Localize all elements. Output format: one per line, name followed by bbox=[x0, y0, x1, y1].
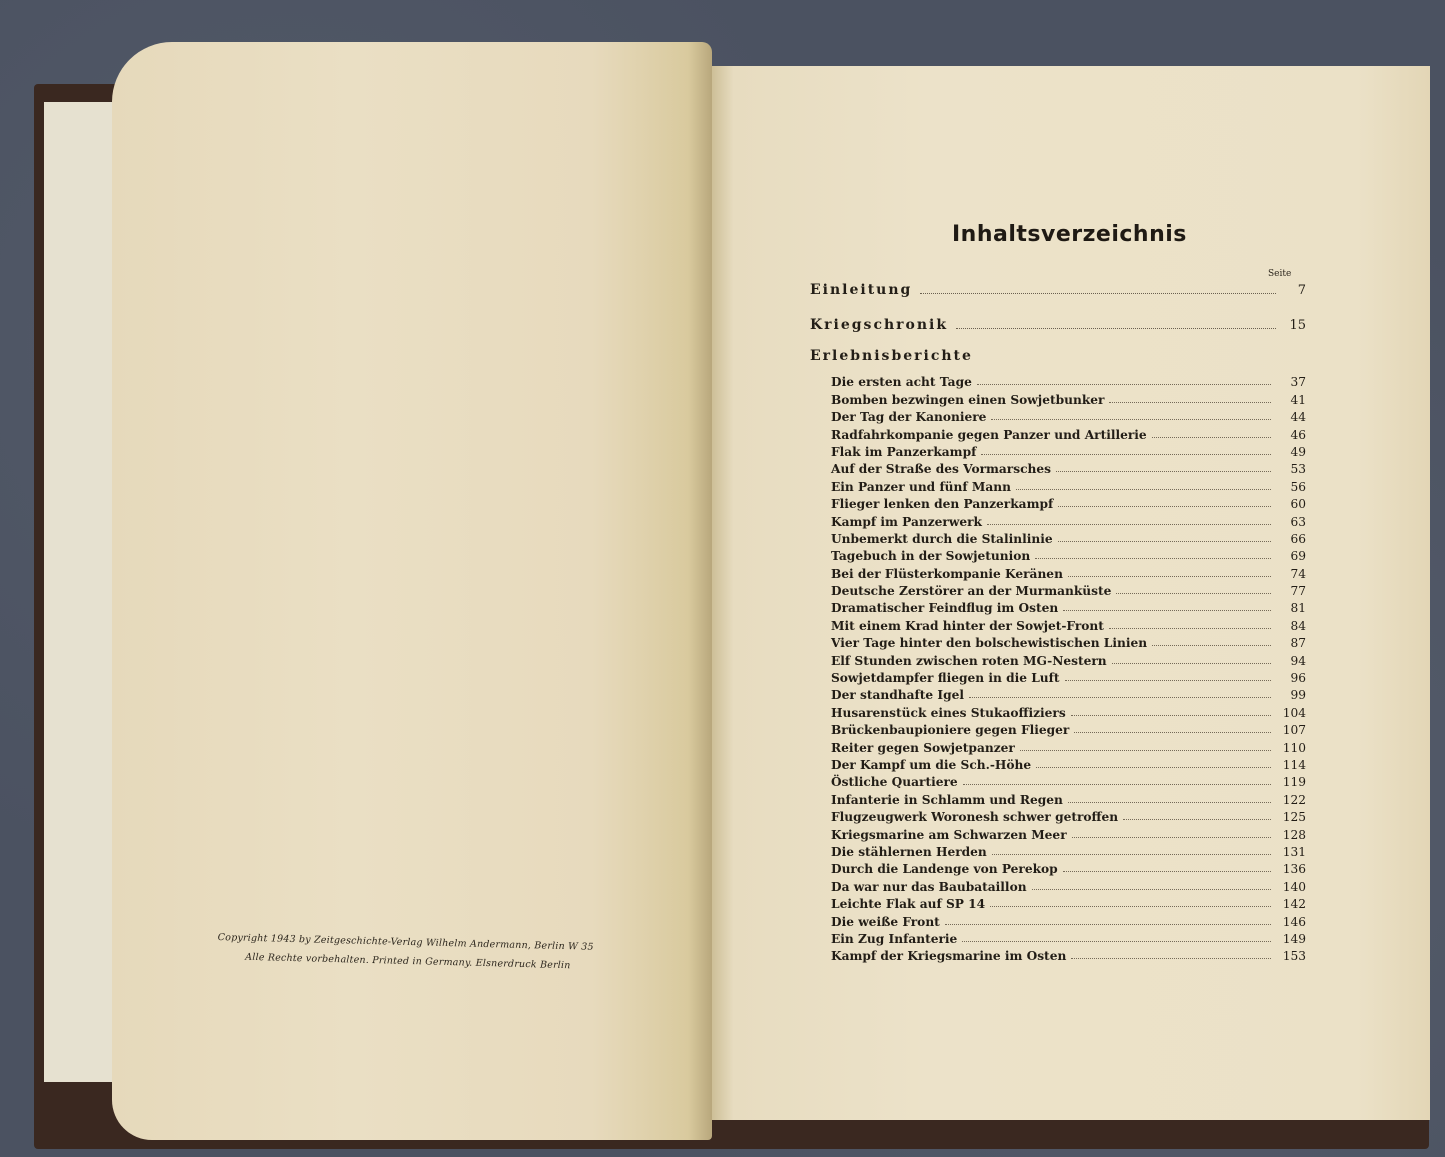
dot-leader bbox=[990, 905, 1271, 907]
dot-leader bbox=[1063, 609, 1271, 611]
dot-leader bbox=[1071, 714, 1271, 716]
toc-entry-title: Die ersten acht Tage bbox=[831, 375, 972, 390]
toc-entry-page: 77 bbox=[1290, 584, 1306, 599]
toc-entry bbox=[831, 459, 1306, 476]
toc-entry bbox=[831, 720, 1306, 737]
toc-entry bbox=[831, 407, 1306, 424]
toc-entry-title: Flieger lenken den Panzerkampf bbox=[831, 497, 1054, 512]
dot-leader bbox=[1109, 401, 1271, 403]
toc-entry-title: Bei der Flüsterkompanie Keränen bbox=[831, 566, 1063, 581]
toc-entry bbox=[831, 685, 1306, 702]
toc-entry-title: Kampf im Panzerwerk bbox=[831, 514, 982, 529]
toc-entry-page: 140 bbox=[1282, 879, 1306, 894]
dot-leader bbox=[956, 327, 1276, 329]
toc-entry-title: Vier Tage hinter den bolschewistischen Linien bbox=[831, 636, 1148, 651]
dot-leader bbox=[1058, 505, 1271, 507]
toc-entry-page: 142 bbox=[1282, 897, 1306, 912]
dot-leader bbox=[1112, 662, 1271, 664]
toc-section bbox=[810, 315, 1306, 335]
toc-entry bbox=[831, 494, 1306, 511]
toc-entry bbox=[831, 633, 1306, 650]
toc-entry-title: Sowjetdampfer fliegen in die Luft bbox=[831, 671, 1060, 686]
toc-entry-title: Östliche Quartiere bbox=[831, 775, 958, 790]
toc-entry bbox=[831, 876, 1306, 893]
section-title: Erlebnisberichte bbox=[810, 348, 973, 364]
dot-leader bbox=[981, 453, 1271, 455]
toc-entry-title: Flak im Panzerkampf bbox=[831, 444, 977, 459]
toc-entry-page: 56 bbox=[1290, 479, 1306, 494]
dot-leader bbox=[977, 383, 1271, 385]
toc-entry-title: Der Kampf um die Sch.-Höhe bbox=[831, 757, 1032, 772]
toc-entry bbox=[831, 807, 1306, 824]
dot-leader bbox=[920, 292, 1276, 294]
toc-entry-title: Unbemerkt durch die Stalinlinie bbox=[831, 531, 1053, 546]
dot-leader bbox=[987, 523, 1271, 525]
toc-entry bbox=[831, 615, 1306, 632]
dot-leader bbox=[1020, 749, 1271, 751]
toc-entry bbox=[831, 372, 1306, 389]
toc-entry bbox=[831, 737, 1306, 754]
dot-leader bbox=[1152, 436, 1271, 438]
toc-entry-title: Brückenbaupioniere gegen Flieger bbox=[831, 723, 1070, 738]
toc-entry bbox=[831, 946, 1306, 963]
toc-entry-title: Die stählernen Herden bbox=[831, 844, 987, 859]
toc-entry-page: 94 bbox=[1290, 653, 1306, 668]
toc-entry-title: Kriegsmarine am Schwarzen Meer bbox=[831, 827, 1067, 842]
toc-entry-page: 69 bbox=[1290, 549, 1306, 564]
dot-leader bbox=[1065, 679, 1271, 681]
toc-entry-page: 99 bbox=[1290, 688, 1306, 703]
toc-entry-page: 41 bbox=[1290, 392, 1306, 407]
toc-entry-page: 49 bbox=[1290, 444, 1306, 459]
toc-entry-title: Durch die Landenge von Perekop bbox=[831, 862, 1058, 877]
copyright-line-2: Alle Rechte vorbehalten. Printed in Germany. Elsnerdruck Berlin bbox=[245, 951, 571, 972]
toc-entry bbox=[831, 650, 1306, 667]
toc-entry bbox=[831, 563, 1306, 580]
toc-entry-page: 37 bbox=[1290, 375, 1306, 390]
section-title: Einleitung bbox=[810, 282, 913, 298]
toc-entry-page: 63 bbox=[1290, 514, 1306, 529]
dot-leader bbox=[1056, 470, 1271, 472]
toc-entry-page: 66 bbox=[1290, 531, 1306, 546]
toc-entry-title: Ein Zug Infanterie bbox=[831, 931, 958, 946]
toc-entry-title: Husarenstück eines Stukaoffiziers bbox=[831, 705, 1066, 720]
toc-entry bbox=[831, 424, 1306, 441]
toc-entry bbox=[831, 894, 1306, 911]
section-page: 7 bbox=[1297, 282, 1306, 298]
toc-entry-title: Flugzeugwerk Woronesh schwer getroffen bbox=[831, 810, 1119, 825]
toc-entry-title: Kampf der Kriegsmarine im Osten bbox=[831, 949, 1067, 964]
toc-entry-title: Reiter gegen Sowjetpanzer bbox=[831, 740, 1015, 755]
dot-leader bbox=[1032, 888, 1271, 890]
toc-entry bbox=[831, 842, 1306, 859]
dot-leader bbox=[1116, 592, 1271, 594]
dot-leader bbox=[1072, 836, 1271, 838]
toc-entry-page: 44 bbox=[1290, 410, 1306, 425]
dot-leader bbox=[992, 853, 1271, 855]
toc-entry-title: Leichte Flak auf SP 14 bbox=[831, 897, 986, 912]
toc-entry-page: 153 bbox=[1282, 949, 1306, 964]
toc-entry bbox=[831, 772, 1306, 789]
dot-leader bbox=[1152, 644, 1271, 646]
toc-entry-page: 46 bbox=[1290, 427, 1306, 442]
dot-leader bbox=[945, 923, 1271, 925]
dot-leader bbox=[1071, 957, 1271, 959]
toc-entry-title: Tagebuch in der Sowjetunion bbox=[831, 549, 1031, 564]
section-page: 15 bbox=[1289, 317, 1306, 333]
dot-leader bbox=[1074, 731, 1271, 733]
toc-entry-title: Infanterie in Schlamm und Regen bbox=[831, 792, 1063, 807]
toc-entry-title: Der Tag der Kanoniere bbox=[831, 410, 987, 425]
toc-entry-title: Radfahrkompanie gegen Panzer und Artillerie bbox=[831, 427, 1147, 442]
toc-entry-title: Auf der Straße des Vormarsches bbox=[831, 462, 1051, 477]
dot-leader bbox=[1109, 627, 1271, 629]
toc-entry bbox=[831, 581, 1306, 598]
dot-leader bbox=[969, 696, 1271, 698]
toc-entry-page: 114 bbox=[1282, 757, 1306, 772]
toc-entry-title: Deutsche Zerstörer an der Murmanküste bbox=[831, 584, 1112, 599]
dot-leader bbox=[1016, 488, 1271, 490]
toc-entry bbox=[831, 389, 1306, 406]
toc-section bbox=[810, 346, 1306, 366]
toc-entry bbox=[831, 824, 1306, 841]
toc-entry-page: 122 bbox=[1282, 792, 1306, 807]
dot-leader bbox=[1068, 575, 1271, 577]
dot-leader bbox=[1058, 540, 1271, 542]
toc-entry-page: 53 bbox=[1290, 462, 1306, 477]
toc-entry-title: Die weiße Front bbox=[831, 914, 940, 929]
toc-entry bbox=[831, 598, 1306, 615]
dot-leader bbox=[1063, 870, 1271, 872]
toc-entry-page: 104 bbox=[1282, 705, 1306, 720]
toc-entry bbox=[831, 529, 1306, 546]
toc-entry-page: 131 bbox=[1282, 844, 1306, 859]
dot-leader bbox=[962, 940, 1271, 942]
toc-entry-title: Mit einem Krad hinter der Sowjet-Front bbox=[831, 618, 1104, 633]
toc-entry-page: 149 bbox=[1282, 931, 1306, 946]
toc-entry bbox=[831, 476, 1306, 493]
toc-entry-page: 81 bbox=[1290, 601, 1306, 616]
toc-entry-page: 74 bbox=[1290, 566, 1306, 581]
dot-leader bbox=[1036, 766, 1271, 768]
toc-section bbox=[810, 280, 1306, 300]
toc-entry-title: Ein Panzer und fünf Mann bbox=[831, 479, 1012, 494]
toc-entry bbox=[831, 668, 1306, 685]
toc-entry bbox=[831, 755, 1306, 772]
toc-entry-page: 96 bbox=[1290, 671, 1306, 686]
toc-entry-page: 128 bbox=[1282, 827, 1306, 842]
toc-entry-title: Bomben bezwingen einen Sowjetbunker bbox=[831, 392, 1105, 407]
dot-leader bbox=[1123, 818, 1271, 820]
toc-entry-page: 87 bbox=[1290, 636, 1306, 651]
toc-entry bbox=[831, 442, 1306, 459]
toc-entry-page: 107 bbox=[1282, 723, 1306, 738]
section-title: Kriegschronik bbox=[810, 317, 949, 333]
copyright-line-1: Copyright 1943 by Zeitgeschichte-Verlag Wilhelm Andermann, Berlin W 35 bbox=[217, 931, 594, 953]
dot-leader bbox=[991, 418, 1271, 420]
toc-entry-list bbox=[831, 372, 1306, 963]
toc-entry-title: Da war nur das Baubataillon bbox=[831, 879, 1027, 894]
page-column-header: Seite bbox=[1268, 269, 1292, 279]
toc-entry-title: Der standhafte Igel bbox=[831, 688, 964, 703]
toc-entry-page: 84 bbox=[1290, 618, 1306, 633]
toc-title: Inhaltsverzeichnis bbox=[952, 222, 1187, 247]
toc-entry-page: 136 bbox=[1282, 862, 1306, 877]
toc-entry-title: Dramatischer Feindflug im Osten bbox=[831, 601, 1059, 616]
toc-entry-title: Elf Stunden zwischen roten MG-Nestern bbox=[831, 653, 1107, 668]
toc-entry-page: 119 bbox=[1282, 775, 1306, 790]
toc-entry bbox=[831, 546, 1306, 563]
dot-leader bbox=[963, 783, 1271, 785]
toc-entry-page: 60 bbox=[1290, 497, 1306, 512]
toc-entry bbox=[831, 859, 1306, 876]
toc-entry bbox=[831, 911, 1306, 928]
dot-leader bbox=[1068, 801, 1271, 803]
dot-leader bbox=[1035, 557, 1271, 559]
toc-entry bbox=[831, 929, 1306, 946]
toc-entry-page: 110 bbox=[1282, 740, 1306, 755]
toc-entry-page: 125 bbox=[1282, 810, 1306, 825]
toc-entry bbox=[831, 702, 1306, 719]
toc-entry-page: 146 bbox=[1282, 914, 1306, 929]
toc-entry bbox=[831, 789, 1306, 806]
toc-entry bbox=[831, 511, 1306, 528]
